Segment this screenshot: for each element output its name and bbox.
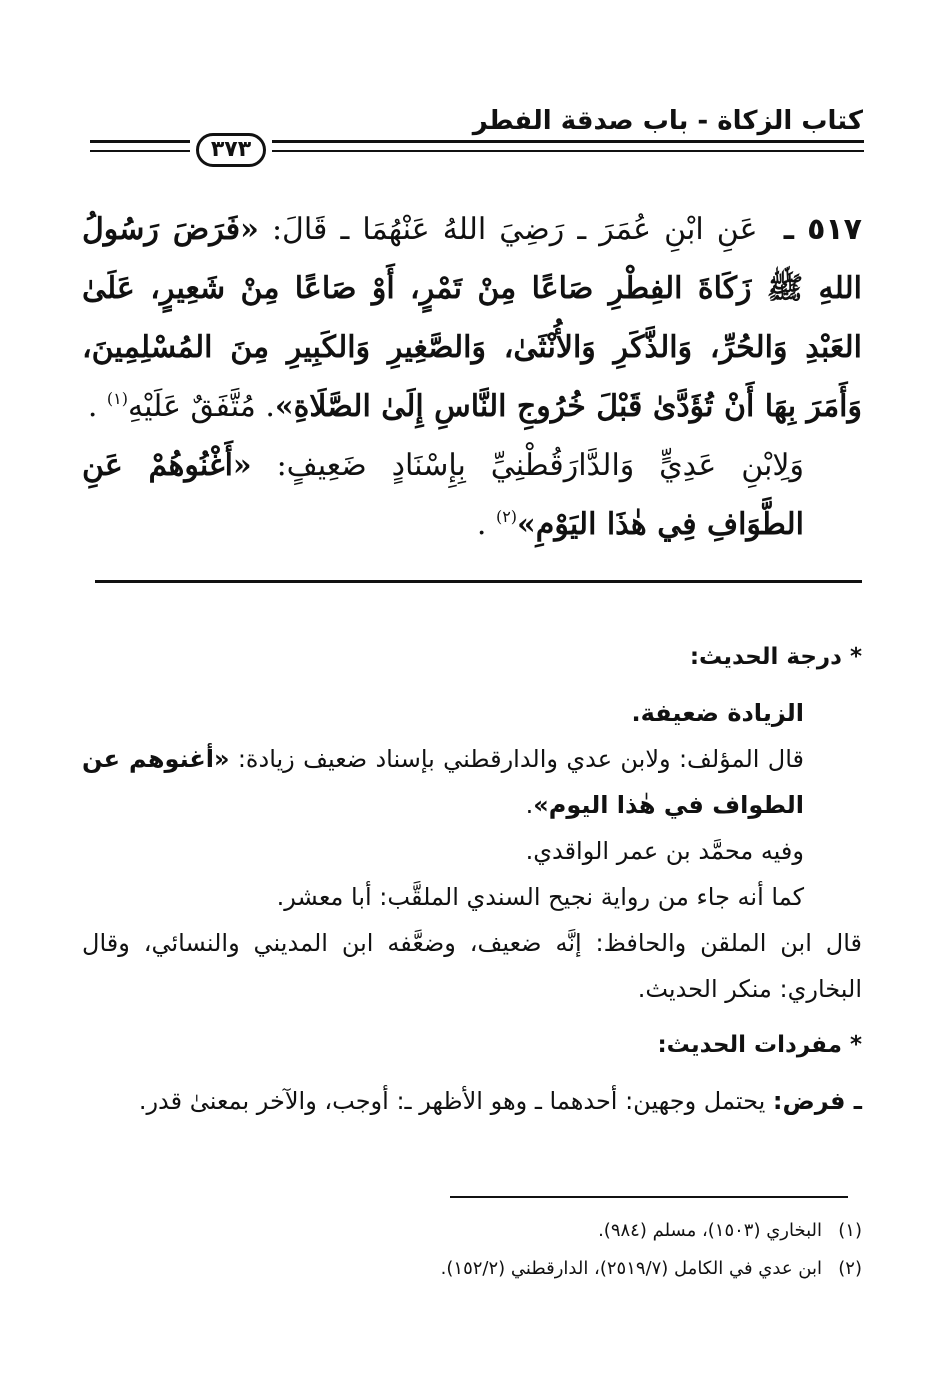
addition-end-dot: . [476, 507, 487, 542]
vocabulary-entry [82, 1078, 862, 1124]
author-statement-quote: «أغنوهم عن الطواف في هٰذا اليوم» [82, 745, 804, 819]
hadith-number-dash: ـ [783, 212, 794, 247]
footnote-ref-1[interactable]: (١) [106, 389, 129, 408]
hadith-narrator-intro: عَنِ ابْنِ عُمَرَ ـ رَضِيَ اللهُ عَنْهُمَا ـ قَالَ: [271, 212, 758, 247]
page-number-badge: ٣٧٣ [196, 133, 266, 167]
grade-verdict: الزيادة ضعيفة. [631, 699, 804, 727]
header-rule-left-bottom [90, 150, 190, 152]
author-statement-dot: . [525, 791, 534, 819]
addition-quote: «أَغْنُوهُمْ عَنِ الطَّوَافِ فِي هٰذَا اليَوْمِ» [82, 448, 804, 542]
footnote-ref-2[interactable]: (٢) [495, 507, 518, 526]
footnote-1-number: (١) [838, 1220, 862, 1241]
narrator-note-2: كما أنه جاء من رواية نجيح السندي الملقَّب: أبا معشر. [276, 883, 804, 911]
section-divider [95, 580, 862, 583]
hadith-source: . مُتَّفَقٌ عَلَيْهِ [128, 389, 275, 424]
narrator-note-1: وفيه محمَّد بن عمر الواقدي. [525, 837, 804, 865]
vocabulary-term: ـ فرض: [772, 1087, 862, 1115]
header-rule-right-bottom [272, 150, 864, 152]
section-title-hadith-grade: * درجة الحديث: [689, 644, 862, 670]
section-title-vocabulary: * مفردات الحديث: [657, 1032, 862, 1058]
hadith-number: ٥١٧ [807, 212, 862, 247]
author-statement [82, 736, 862, 828]
hadith-addition-paragraph [82, 436, 862, 554]
footnote-1-text: البخاري (١٥٠٣)، مسلم (٩٨٤). [598, 1220, 822, 1241]
footnote-2 [300, 1250, 862, 1288]
footnote-2-number: (٢) [838, 1258, 862, 1279]
running-title: كتاب الزكاة - باب صدقة الفطر [472, 106, 863, 136]
header-rule-right-top [272, 140, 864, 143]
footnote-divider [450, 1196, 848, 1198]
hadith-quote: «فَرَضَ رَسُولُ اللهِ ﷺ زَكَاةَ الفِطْرِ صَاعًا مِنْ تَمْرٍ، أَوْ صَاعًا مِنْ شَعِيرٍ، عَلَىٰ العَبْدِ وَالحُرِّ، وَالذَّكَرِ وَالأُنْثَىٰ، وَالصَّغِيرِ وَالكَبِيرِ مِنَ المُسْلِمِينَ، وَأَمَرَ بِهَا أَنْ تُؤَدَّىٰ قَبْلَ خُرُوجِ النَّاسِ إِلَىٰ الصَّلَاةِ» [82, 212, 862, 424]
footnote-2-text: ابن عدي في الكامل (٢٥١٩/٧)، الدارقطني (١٥٢/٢). [440, 1258, 822, 1279]
footnote-1 [300, 1212, 862, 1250]
scholars-opinion: قال ابن الملقن والحافظ: إنَّه ضعيف، وضعَّفه ابن المديني والنسائي، وقال البخاري: منكر الحديث. [82, 929, 862, 1003]
hadith-text-block [82, 200, 862, 554]
author-statement-text: قال المؤلف: ولابن عدي والدارقطني بإسناد ضعيف زيادة: [237, 745, 805, 773]
vocabulary-definition: يحتمل وجهين: أحدهما ـ وهو الأظهر ـ: أوجب، والآخر بمعنىٰ قدر. [138, 1087, 773, 1115]
header-rule-left-top [90, 140, 190, 143]
addition-intro: وَلِابْنِ عَدِيٍّ وَالدَّارَقُطْنِيِّ بِإِسْنَادٍ ضَعِيفٍ: [276, 448, 804, 483]
footnotes-block [300, 1212, 862, 1288]
hadith-end-dot: . [87, 389, 98, 424]
hadith-paragraph [82, 200, 862, 436]
commentary-block [82, 634, 862, 1124]
